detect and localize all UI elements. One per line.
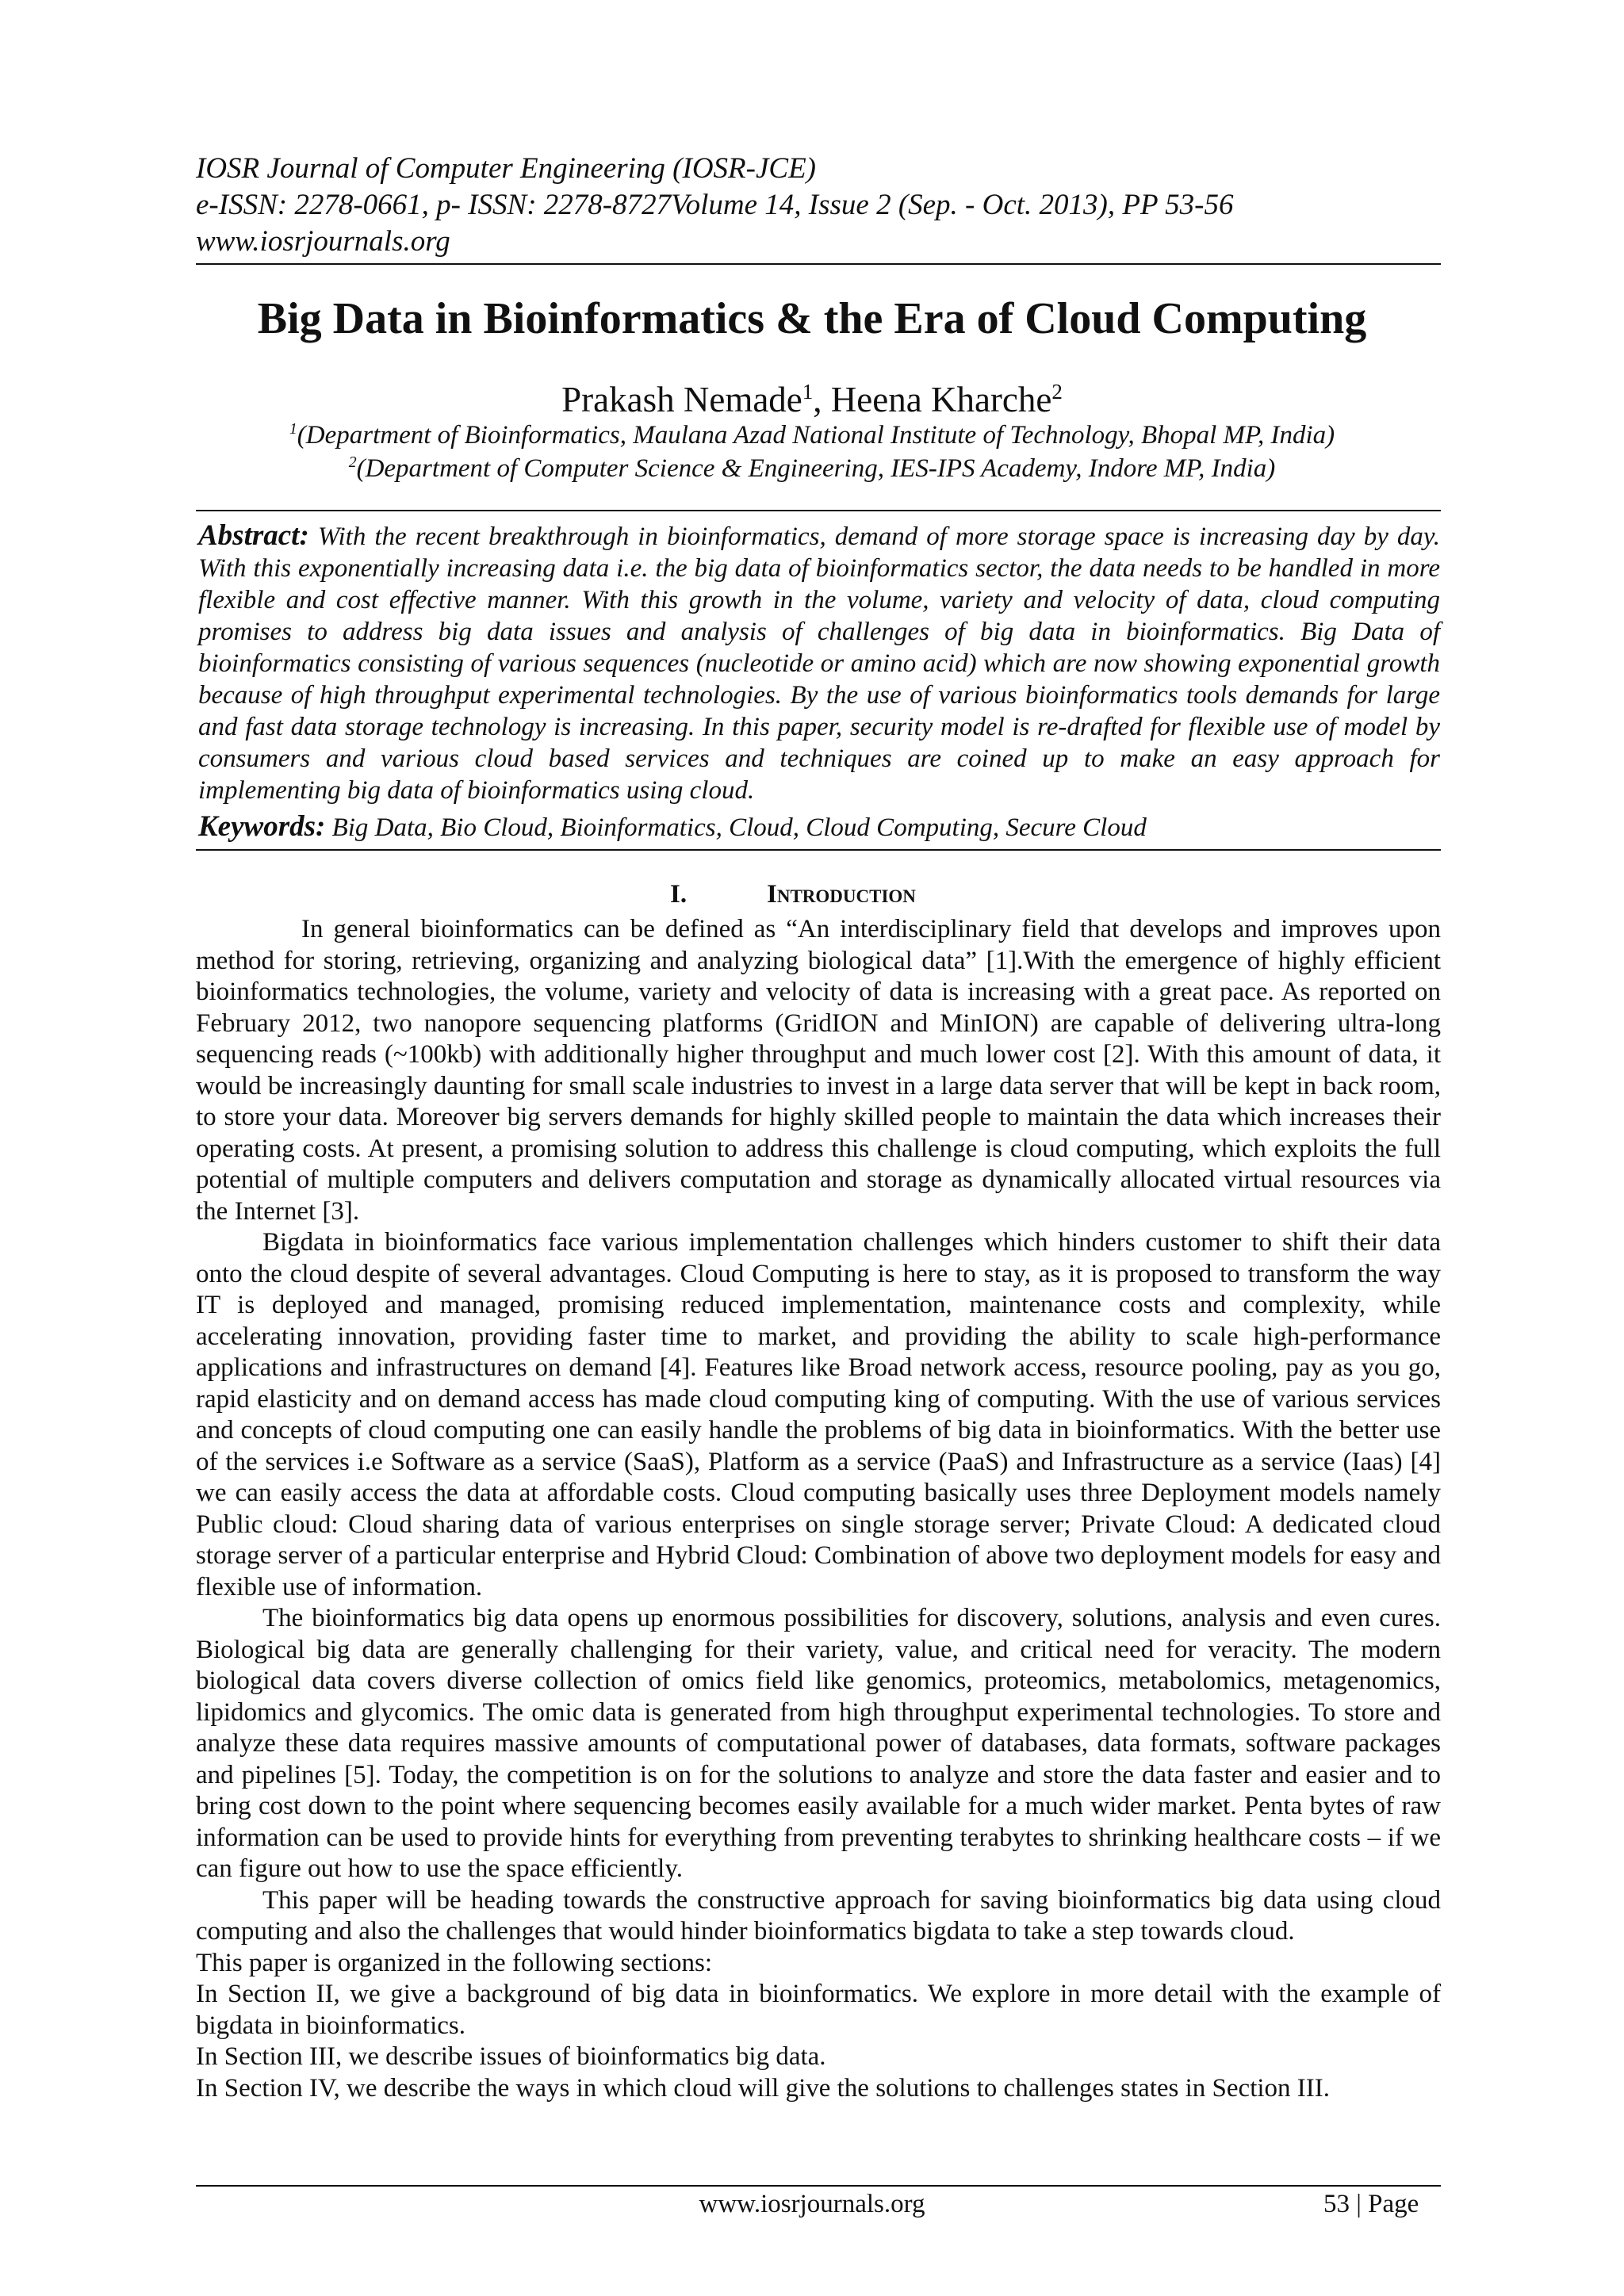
affiliation-2	[0, 453, 1624, 484]
footer-url[interactable]: www.iosrjournals.org	[699, 2190, 925, 2218]
paragraph: In Section IV, we describe the ways in which cloud will give the solutions to challenges states in Section III.	[196, 2073, 1331, 2103]
affiliation-text: (Department of Bioinformatics, Maulana Azad National Institute of Technology, Bhopal MP, India)	[297, 421, 1335, 450]
section-title: Introduction	[767, 880, 916, 909]
paragraph: In Section III, we describe issues of bioinformatics big data.	[196, 2042, 826, 2071]
author-separator: ,	[813, 380, 831, 419]
author-superscript: 2	[1051, 380, 1063, 404]
abstract-text: With the recent breakthrough in bioinformatics, demand of more storage space is increasing day by day. With this exponentially increasing data i.e. the big data of bioinformatics sector, the data needs to be handled in more flexible and cost effective manner. With this growth in the volume, variety and velocity of data, cloud computing promises to address big data issues and analysis of challenges of big data in bioinformatics. Big Data of bioinformatics consisting of various sequences (nucleotide or amino acid) which are now showing exponential growth because of high throughput experimental technologies. By the use of various bioinformatics tools demands for large and fast data storage technology is increasing. In this paper, security model is re-drafted for flexible use of model by consumers and various cloud based services and techniques are coined up to make an easy approach for implementing big data of bioinformatics using cloud.	[198, 522, 1440, 805]
author-name: Prakash Nemade	[561, 380, 802, 419]
affiliation-superscript: 1	[289, 420, 297, 438]
body-text	[196, 914, 1441, 2104]
paragraph: This paper will be heading towards the constructive approach for saving bioinformatics big data using cloud computing and also the challenges that would hinder bioinformatics bigdata to take a step towards cloud.	[196, 1885, 1441, 1946]
author-superscript: 1	[802, 380, 814, 404]
abstract	[198, 520, 1440, 806]
paper-title: Big Data in Bioinformatics & the Era of Cloud Computing	[257, 294, 1367, 343]
paragraph: In Section II, we give a background of big data in bioinformatics. We explore in more detail with the example of bigdata in bioinformatics.	[196, 1980, 1441, 2040]
paragraph: The bioinformatics big data opens up enormous possibilities for discovery, solutions, analysis and even cures. Biological big data are generally challenging for their variety, value, and critical need for veracity. The modern biological data covers diverse collection of omics field like genomics, proteomics, metabolomics, metagenomics, lipidomics and glycomics. The omic data is generated from high throughput experimental technologies. To store and analyze these data requires massive amounts of computational power of databases, data formats, software packages and pipelines [5]. Today, the competition is on for the solutions to analyze and store the data faster and easier and to bring cost down to the point where sequencing becomes easily available for a much wider market. Penta bytes of raw information can be used to provide hints for everything from preventing terabytes to shrinking healthcare costs – if we can figure out how to use the space efficiently.	[196, 1604, 1441, 1883]
abstract-label: Abstract:	[198, 519, 309, 552]
section-number: I.	[670, 880, 688, 909]
paragraph: This paper is organized in the following sections:	[196, 1948, 713, 1977]
abstract-top-rule	[196, 510, 1441, 511]
keywords	[198, 809, 1440, 844]
affiliation-text: (Department of Computer Science & Engineering, IES-IPS Academy, Indore MP, India)	[356, 454, 1276, 483]
affiliation-superscript: 2	[348, 453, 357, 471]
journal-website[interactable]: www.iosrjournals.org	[196, 225, 450, 258]
author-line	[0, 379, 1624, 420]
affiliation-1	[0, 420, 1624, 450]
journal-header	[196, 151, 1441, 260]
keywords-bottom-rule	[196, 849, 1441, 851]
journal-issn: e-ISSN: 2278-0661, p- ISSN: 2278-8727Volume 14, Issue 2 (Sep. - Oct. 2013), PP 53-56	[196, 189, 1234, 221]
keywords-label: Keywords:	[198, 810, 326, 843]
paragraph: In general bioinformatics can be defined as “An interdisciplinary field that develops and improves upon method for storing, retrieving, organizing and analyzing biological data” [1].With the emergence of highly efficient bioinformatics technologies, the volume, variety and velocity of data is increasing with a great pace. As reported on February 2012, two nanopore sequencing platforms (GridION and MinION) are capable of delivering ultra-long sequencing reads (~100kb) with additionally higher throughput and much lower cost [2]. With this amount of data, it would be increasingly daunting for small scale industries to invest in a large data server that will be kept in back room, to store your data. Moreover big servers demands for highly skilled people to maintain the data which increases their operating costs. At present, a promising solution to address this challenge is cloud computing, which exploits the full potential of multiple computers and delivers computation and storage as dynamically allocated virtual resources via the Internet [3].	[196, 915, 1441, 1226]
footer-rule	[196, 2185, 1441, 2187]
page-number: 53 | Page	[1323, 2190, 1419, 2218]
paragraph: Bigdata in bioinformatics face various implementation challenges which hinders customer to shift their data onto the cloud despite of several advantages. Cloud Computing is here to stay, as it is proposed to transform the way IT is deployed and managed, promising reduced implementation, maintenance costs and complexity, while accelerating innovation, providing faster time to market, and providing the ability to scale high-performance applications and infrastructures on demand [4]. Features like Broad network access, resource pooling, pay as you go, rapid elasticity and on demand access has made cloud computing king of computing. With the use of various services and concepts of cloud computing one can easily handle the problems of big data in bioinformatics. With the better use of the services i.e Software as a service (SaaS), Platform as a service (PaaS) and Infrastructure as a service (Iaas) [4] we can easily access the data at affordable costs. Cloud computing basically uses three Deployment models namely Public cloud: Cloud sharing data of various enterprises on single storage server; Private Cloud: A dedicated cloud storage server of a particular enterprise and Hybrid Cloud: Combination of above two deployment models for easy and flexible use of information.	[196, 1228, 1441, 1601]
journal-name: IOSR Journal of Computer Engineering (IOSR-JCE)	[196, 152, 816, 185]
header-rule	[196, 263, 1441, 265]
keywords-text: Big Data, Bio Cloud, Bioinformatics, Cloud, Cloud Computing, Secure Cloud	[331, 813, 1147, 842]
author-name: Heena Kharche	[830, 380, 1052, 419]
